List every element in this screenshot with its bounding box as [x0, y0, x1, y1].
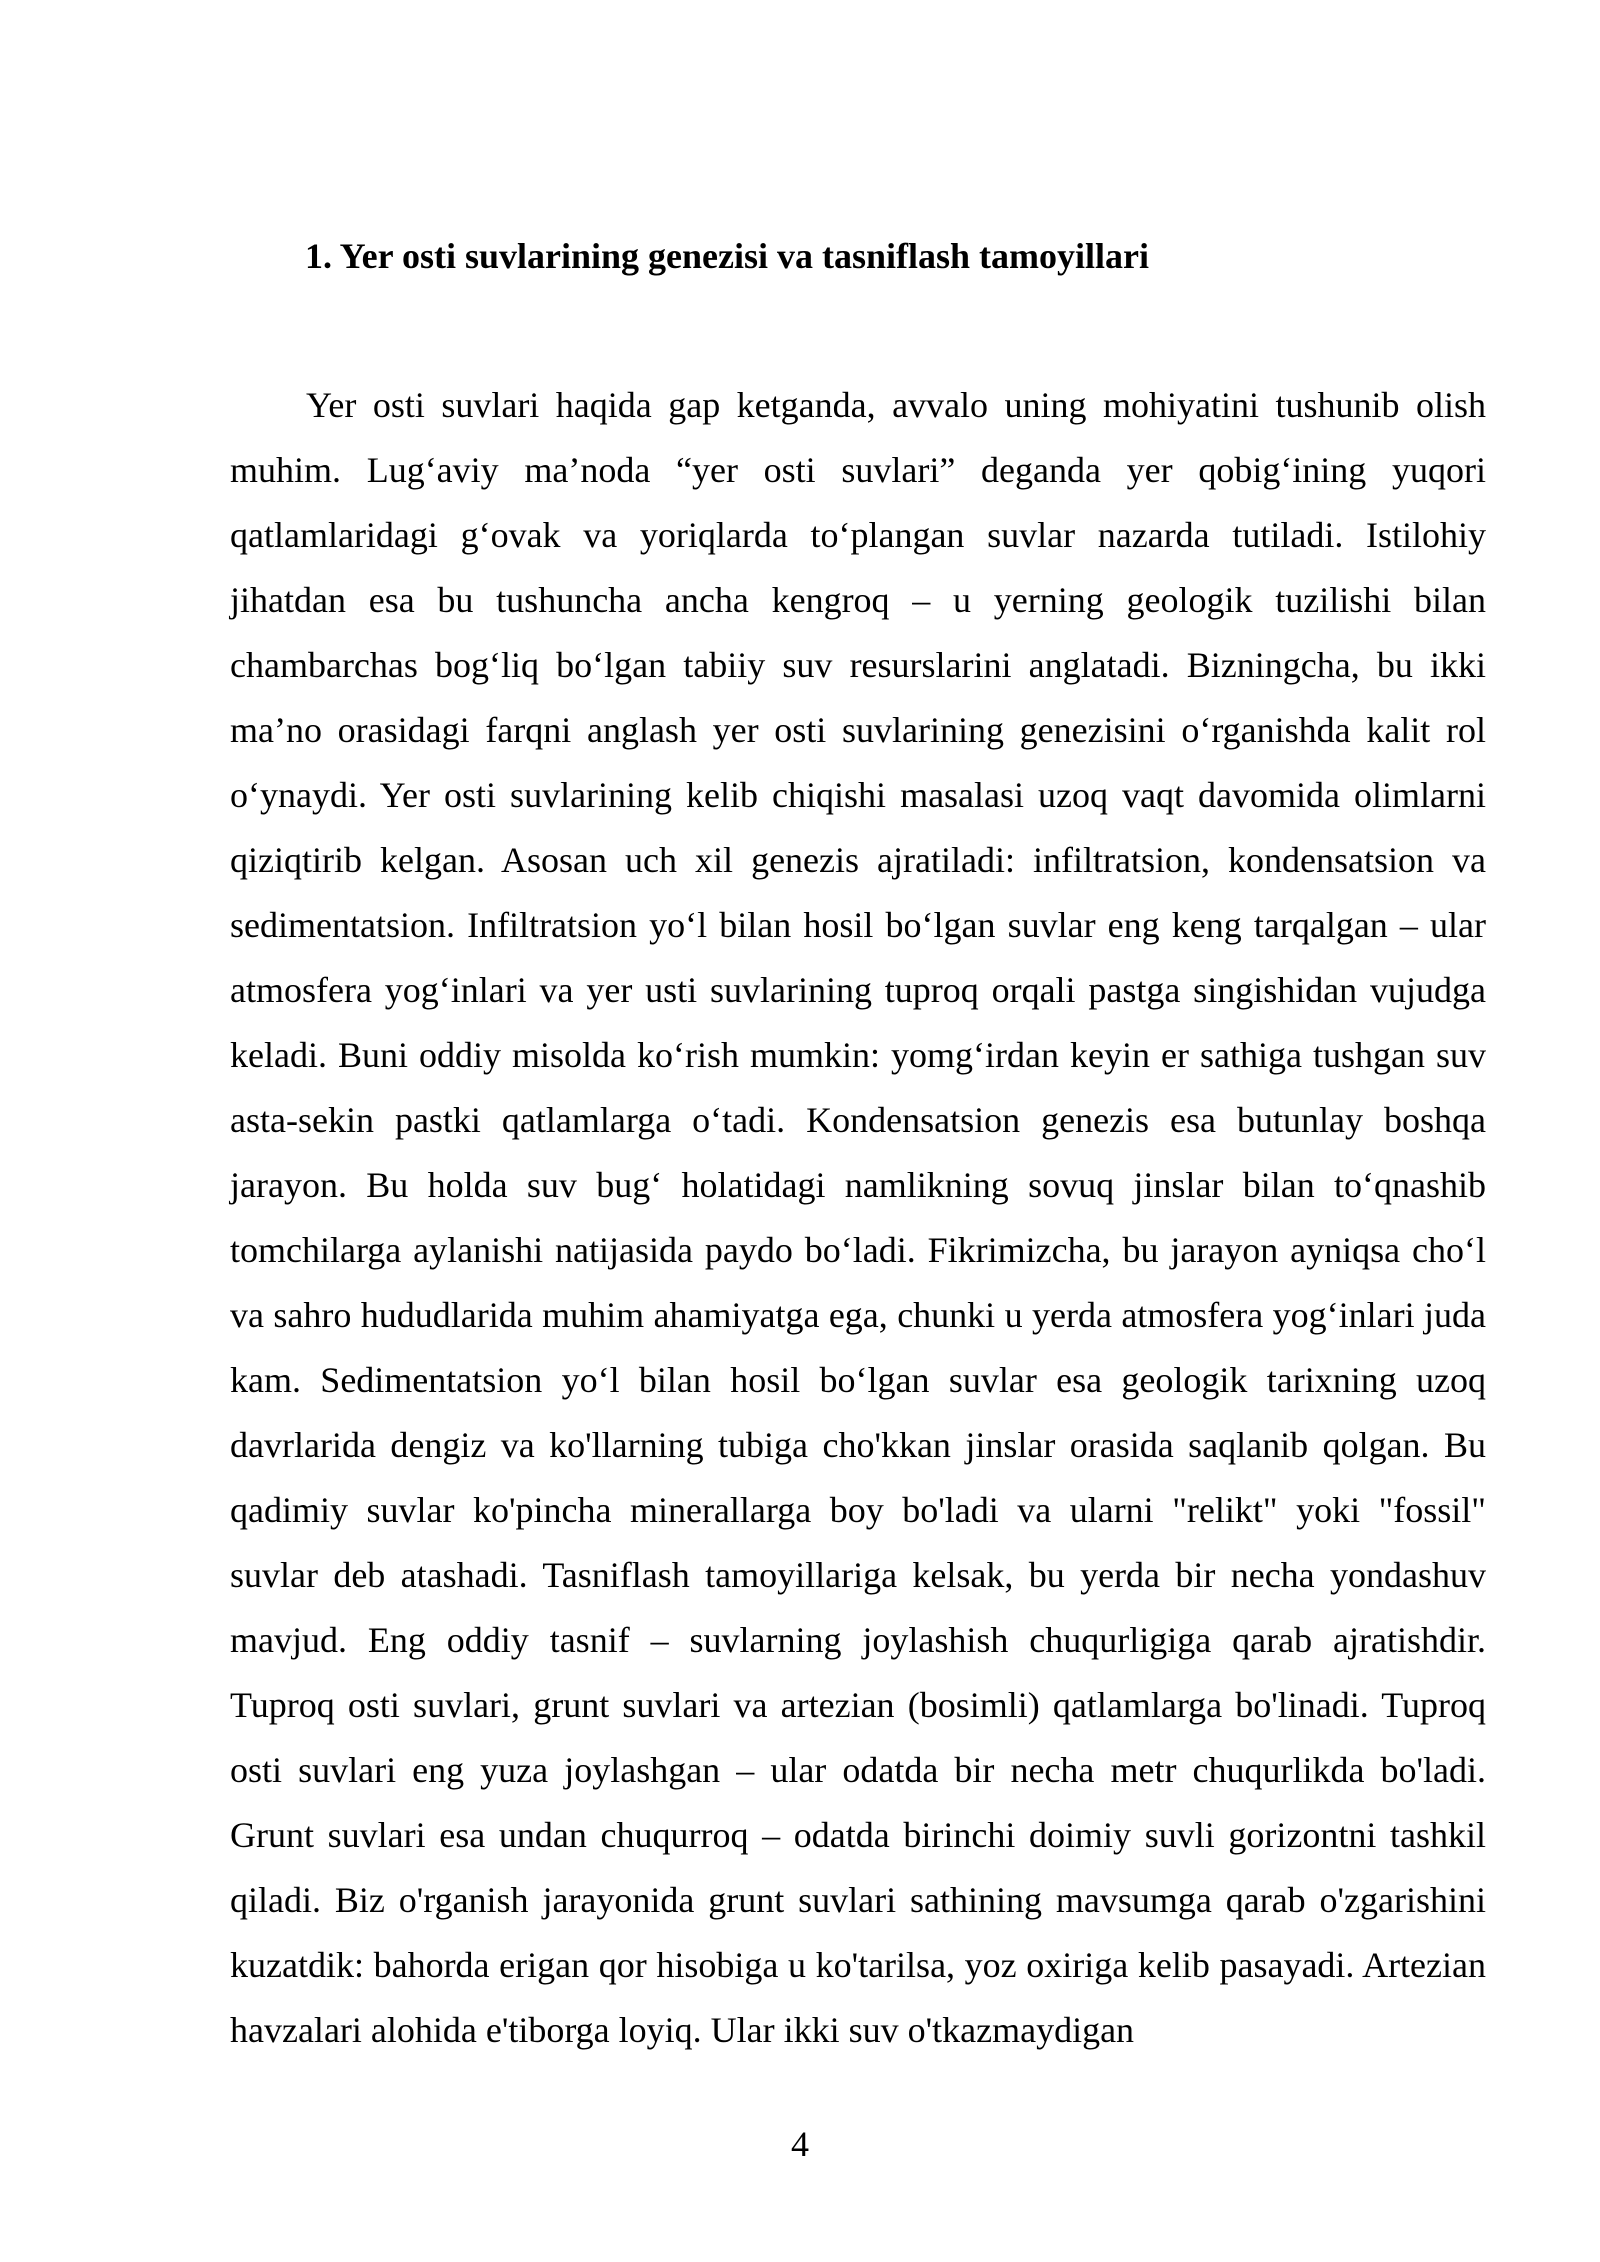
section-heading: 1. Yer osti suvlarining genezisi va tasniflash tamoyillari — [305, 236, 1150, 276]
page-number: 4 — [791, 2124, 809, 2164]
body-paragraph: Yer osti suvlari haqida gap ketganda, avvalo uning mohiyatini tushunib olish muhim. Lug‘aviy ma’noda “yer osti suvlari” deganda yer qobig‘ining yuqori qatlamlaridagi g‘ovak va yoriqlarda to‘plangan suvlar nazarda tutiladi. Istilohiy jihatdan esa bu tushuncha ancha kengroq – u yerning geologik tuzilishi bilan chambarchas bog‘liq bo‘lgan tabiiy suv resurslarini anglatadi. Bizningcha, bu ikki ma’no orasidagi farqni anglash yer osti suvlarining genezisini o‘rganishda kalit rol o‘ynaydi. Yer osti suvlarining kelib chiqishi masalasi uzoq vaqt davomida olimlarni qiziqtirib kelgan. Asosan uch xil genezis ajratiladi: infiltratsion, kondensatsion va sedimentatsion. Infiltratsion yo‘l bilan hosil bo‘lgan suvlar eng keng tarqalgan – ular atmosfera yog‘inlari va yer usti suvlarining tuproq orqali pastga singishidan vujudga keladi. Buni oddiy misolda ko‘rish mumkin: yomg‘irdan keyin er sathiga tushgan suv asta-sekin pastki qatlamlarga o‘tadi. Kondensatsion genezis esa butunlay boshqa jarayon. Bu holda suv bug‘ holatidagi namlikning sovuq jinslar bilan to‘qnashib tomchilarga aylanishi natijasida paydo bo‘ladi. Fikrimizcha, bu jarayon ayniqsa cho‘l va sahro hududlarida muhim ahamiyatga ega, chunki u yerda atmosfera yog‘inlari juda kam. Sedimentatsion yo‘l bilan hosil bo‘lgan suvlar esa geologik tarixning uzoq davrlarida dengiz va ko'llarning tubiga cho'kkan jinslar orasida saqlanib qolgan. Bu qadimiy suvlar ko'pincha minerallarga boy bo'ladi va ularni "relikt" yoki "fossil" suvlar deb atashadi. Tasniflash tamoyillariga kelsak, bu yerda bir necha yondashuv mavjud. Eng oddiy tasnif – suvlarning joylashish chuqurligiga qarab ajratishdir. Tuproq osti suvlari, grunt suvlari va artezian (bosimli) qatlamlarga bo'linadi. Tuproq osti suvlari eng yuza joylashgan – ular odatda bir necha metr chuqurlikda bo'ladi. Grunt suvlari esa undan chuqurroq – odatda birinchi doimiy suvli gorizontni tashkil qiladi. Biz o'rganish jarayonida grunt suvlari sathining mavsumga qarab o'zgarishini kuzatdik: bahorda erigan qor hisobiga u ko'tarilsa, yoz oxiriga kelib pasayadi. Artezian havzalari alohida e'tiborga loyiq. Ular ikki suv o'tkazmaydigan — [230, 385, 1486, 2050]
